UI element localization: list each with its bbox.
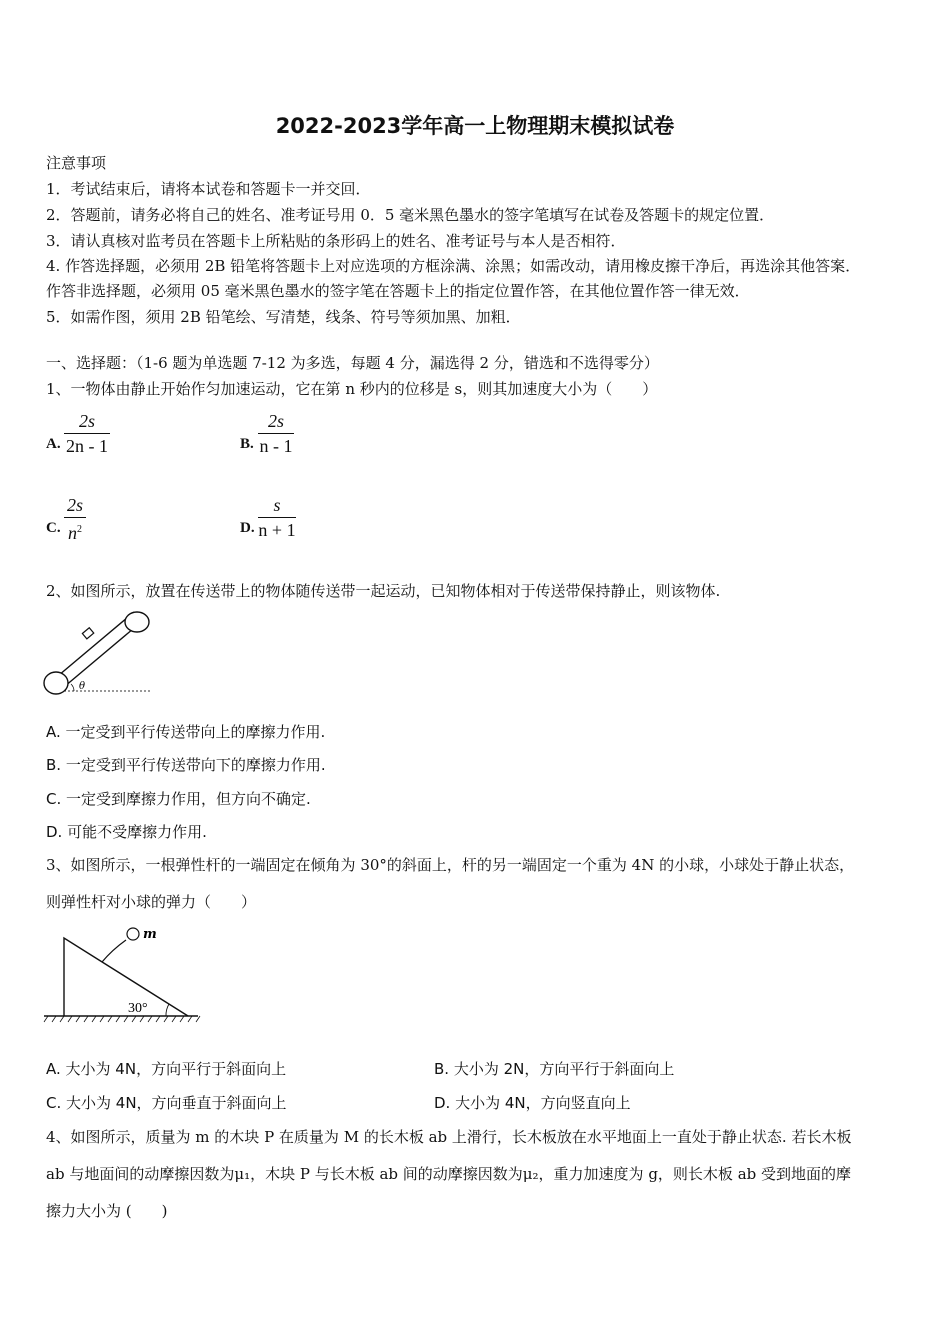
q3-option-d: D. 大小为 4N，方向竖直向上: [434, 1094, 631, 1112]
question-3-stem-continued: 则弹性杆对小球的弹力（ ）: [46, 893, 257, 911]
notice-item: 作答非选择题，必须用 05 毫米黑色墨水的签字笔在答题卡上的指定位置作答，在其他位置作答一律无效．: [46, 282, 750, 300]
question-4-stem-continued: ab 与地面间的动摩擦因数为μ₁，木块 P 与长木板 ab 间的动摩擦因数为μ₂，重力加速度为 g，则长木板 ab 受到地面的摩: [46, 1165, 852, 1183]
fraction-numerator: 2s: [267, 411, 284, 431]
q1-option-b-label: B.: [240, 436, 254, 452]
section-heading: 一、选择题：（1-6 题为单选题 7-12 为多选，每题 4 分，漏选得 2 分，错选和不选得零分）: [46, 354, 659, 372]
q1-option-a-label: A.: [46, 436, 61, 452]
question-4-stem-continued: 擦力大小为 ( ): [46, 1202, 168, 1220]
question-2-stem: 2、如图所示，放置在传送带上的物体随传送带一起运动，已知物体相对于传送带保持静止，则该物体.: [46, 582, 721, 600]
incline-rod-figure: [42, 922, 202, 1026]
fraction-numerator: 2s: [78, 411, 95, 431]
notice-heading: 注意事项: [46, 154, 107, 172]
conveyor-belt-figure: [40, 608, 155, 700]
fraction-numerator: s: [273, 495, 281, 515]
notice-item: 1．考试结束后，请将本试卷和答题卡一并交回．: [46, 180, 371, 198]
notice-item: 2．答题前，请务必将自己的姓名、准考证号用 0．5 毫米黑色墨水的签字笔填写在试卷及答题卡的规定位置．: [46, 206, 775, 224]
notice-item: 4. 作答选择题，必须用 2B 铅笔将答题卡上对应选项的方框涂满、涂黑；如需改动，请用橡皮擦干净后，再选涂其他答案．: [46, 257, 861, 275]
q1-option-b-fraction: [258, 410, 294, 457]
angle-label: θ: [79, 681, 86, 692]
fraction-denominator: n - 1: [259, 436, 293, 456]
q1-option-c-fraction: [64, 494, 86, 544]
mass-label: m: [143, 927, 157, 942]
question-3-stem: 3、如图所示，一根弹性杆的一端固定在倾角为 30°的斜面上，杆的另一端固定一个重为 4N 的小球，小球处于静止状态，: [46, 856, 855, 874]
question-4-stem: 4、如图所示，质量为 m 的木块 P 在质量为 M 的长木板 ab 上滑行，长木板放在水平地面上一直处于静止状态. 若长木板: [46, 1128, 852, 1146]
notice-item: 5．如需作图，须用 2B 铅笔绘、写清楚，线条、符号等须加黑、加粗．: [46, 308, 521, 326]
q3-option-a: A. 大小为 4N，方向平行于斜面向上: [46, 1060, 287, 1078]
q3-option-c: C. 大小为 4N，方向垂直于斜面向上: [46, 1094, 287, 1112]
q1-option-c-label: C.: [46, 520, 61, 536]
fraction-denominator: n + 1: [258, 520, 296, 540]
q3-option-b: B. 大小为 2N，方向平行于斜面向上: [434, 1060, 675, 1078]
fraction-numerator: 2s: [66, 495, 83, 515]
q1-option-d-fraction: [258, 494, 296, 541]
q2-option-a: A. 一定受到平行传送带向上的摩擦力作用.: [46, 723, 326, 741]
q2-option-c: C. 一定受到摩擦力作用，但方向不确定.: [46, 790, 311, 808]
q1-option-d-label: D.: [240, 520, 255, 536]
notice-item: 3．请认真核对监考员在答题卡上所粘贴的条形码上的姓名、准考证号与本人是否相符．: [46, 232, 626, 250]
q1-option-a-fraction: [64, 410, 110, 457]
page-title: 2022-2023学年高一上物理期末模拟试卷: [275, 114, 675, 138]
fraction-denominator: 2n - 1: [66, 436, 108, 456]
angle-label: 30°: [128, 1001, 148, 1016]
q2-option-d: D. 可能不受摩擦力作用.: [46, 823, 207, 841]
q2-option-b: B. 一定受到平行传送带向下的摩擦力作用.: [46, 756, 326, 774]
fraction-denominator: $n^2$: [68, 523, 82, 543]
question-1-stem: 1、一物体由静止开始作匀加速运动，它在第 n 秒内的位移是 s，则其加速度大小为（ ）: [46, 380, 658, 398]
